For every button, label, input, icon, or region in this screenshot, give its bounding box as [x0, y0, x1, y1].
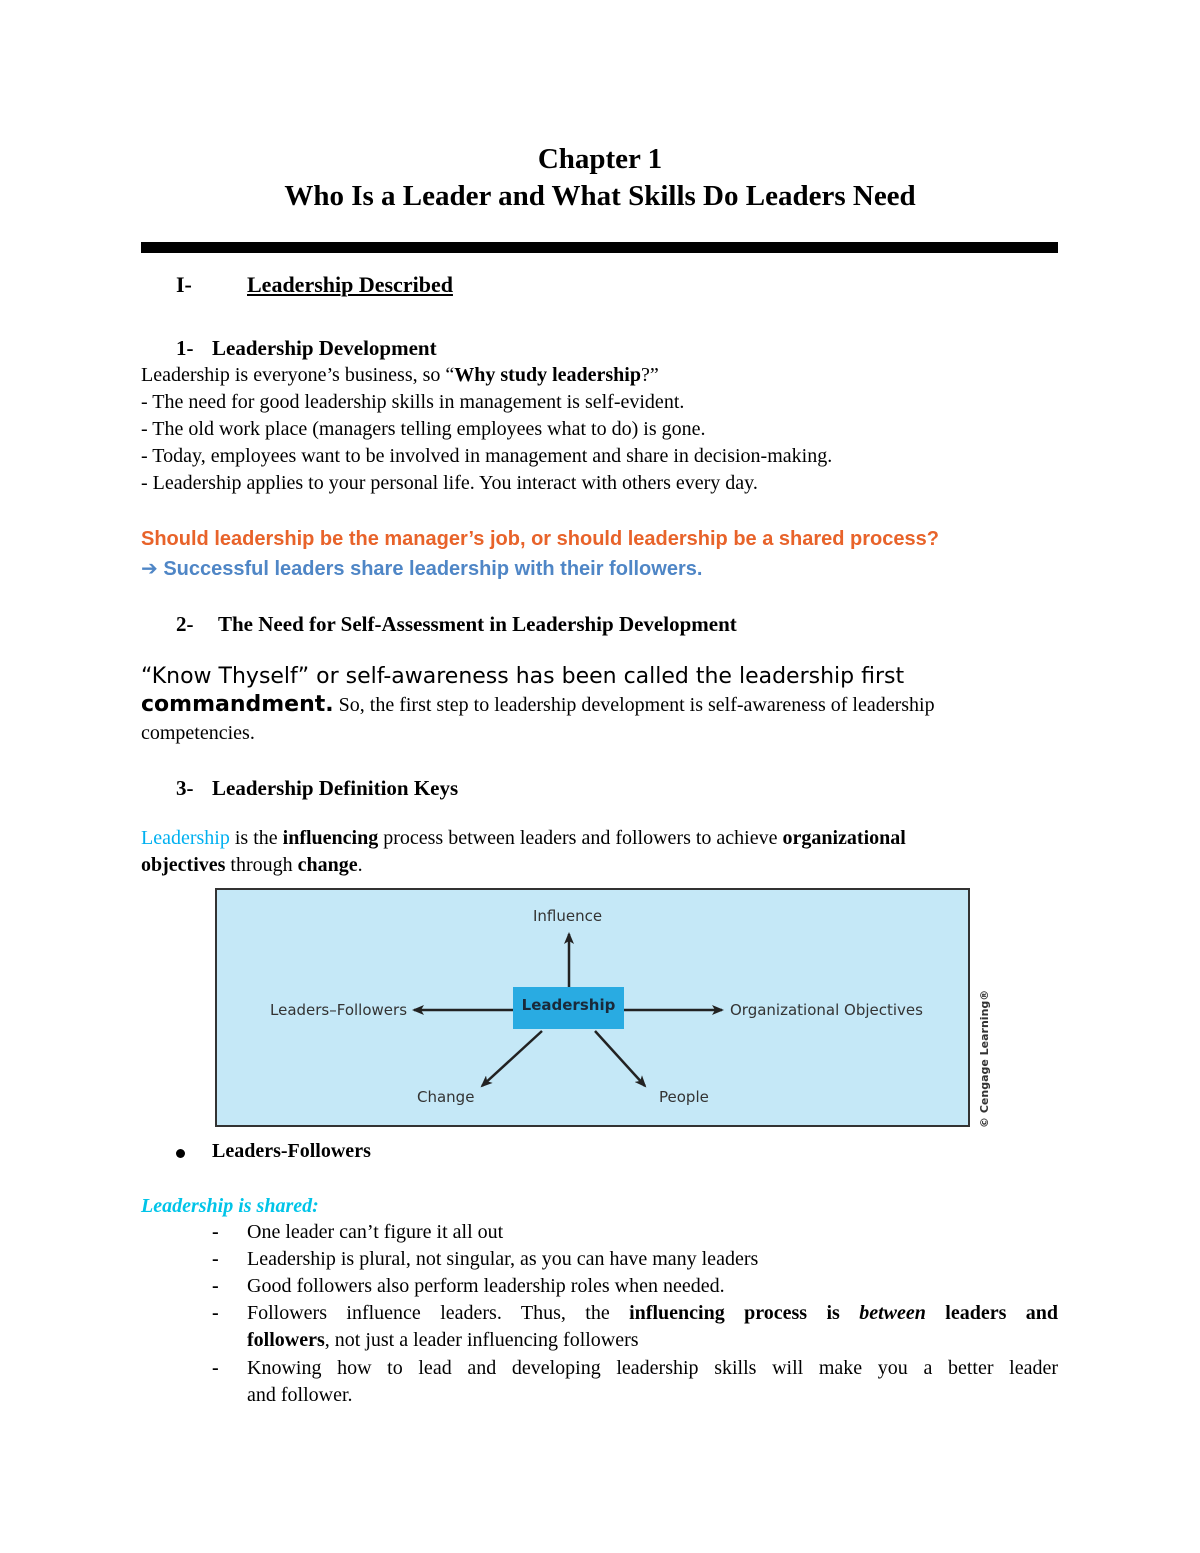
- dash-marker: -: [212, 1357, 219, 1379]
- definition-text: is the: [229, 827, 283, 849]
- definition-line-1: [141, 827, 906, 850]
- arrow-down-left-icon: [482, 1031, 542, 1086]
- page-title: Who Is a Leader and What Skills Do Leaders Need: [284, 180, 916, 212]
- subsection-2-number: 2-: [176, 612, 194, 636]
- list-item: Knowing how to lead and developing leadership skills will make you a better leader: [247, 1357, 1058, 1379]
- answer-text: Successful leaders share leadership with their followers.: [163, 558, 703, 580]
- diagram-objectives-label: Organizational Objectives: [730, 1001, 923, 1019]
- item-bold: leaders and: [925, 1302, 1059, 1324]
- item-text: , not just a leader influencing followers: [324, 1329, 639, 1351]
- dash-marker: -: [212, 1302, 219, 1324]
- definition-change: change: [297, 854, 358, 876]
- competencies-line: competencies.: [141, 722, 255, 744]
- subsection-1-heading: Leadership Development: [212, 336, 437, 360]
- intro-line: [141, 364, 659, 387]
- definition-term: Leadership: [141, 827, 230, 849]
- intro-post: ?”: [640, 364, 659, 386]
- item-bold: followers: [247, 1329, 325, 1351]
- definition-text: .: [357, 854, 363, 876]
- bullet-icon: [176, 1149, 185, 1158]
- quote-line-2: [141, 692, 935, 717]
- subsection-3-heading: Leadership Definition Keys: [212, 776, 459, 800]
- list-item: - The old work place (managers telling employees what to do) is gone.: [141, 418, 706, 440]
- definition-line-2: [141, 854, 363, 877]
- subsection-3-number: 3-: [176, 776, 194, 800]
- definition-organizational: organizational: [782, 827, 906, 849]
- shared-heading: Leadership is shared:: [141, 1195, 319, 1217]
- item-bold: influencing process is: [629, 1302, 860, 1324]
- intro-bold: Why study leadership: [454, 364, 641, 386]
- leaders-followers-label: Leaders-Followers: [212, 1140, 371, 1162]
- diagram-center-label: Leadership: [521, 996, 616, 1014]
- discussion-answer: [141, 556, 702, 581]
- definition-influencing: influencing: [282, 827, 379, 849]
- dash-marker: -: [212, 1248, 219, 1270]
- intro-pre: Leadership is everyone’s business, so “: [141, 364, 455, 386]
- definition-text: through: [225, 854, 298, 876]
- quote-line-1: “Know Thyself” or self-awareness has been called the leadership first: [141, 664, 905, 689]
- title-divider: [141, 242, 1058, 253]
- discussion-question: Should leadership be the manager’s job, or should leadership be a shared process?: [141, 528, 939, 550]
- list-item: - Leadership applies to your personal life. You interact with others every day.: [141, 472, 758, 494]
- list-item-continuation: and follower.: [247, 1384, 353, 1406]
- diagram-influence-label: Influence: [533, 907, 603, 925]
- dash-marker: -: [212, 1221, 219, 1243]
- list-item: - Today, employees want to be involved in management and share in decision-making.: [141, 445, 833, 467]
- chapter-label: Chapter 1: [537, 143, 663, 175]
- section-numeral: I-: [176, 272, 192, 297]
- commandment-word: commandment.: [141, 692, 334, 717]
- definition-objectives: objectives: [141, 854, 226, 876]
- item-bold-italic: between: [859, 1302, 926, 1324]
- diagram-leaders-followers-label: Leaders–Followers: [270, 1001, 408, 1019]
- definition-text: process between leaders and followers to achieve: [378, 827, 783, 849]
- list-item: One leader can’t figure it all out: [247, 1221, 504, 1243]
- leadership-diagram: [215, 888, 970, 1127]
- copyright-credit: © Cengage Learning®: [978, 989, 991, 1128]
- item-text: Followers influence leaders. Thus, the: [247, 1302, 630, 1324]
- diagram-people-label: People: [659, 1088, 709, 1106]
- arrow-icon: ➔: [141, 558, 158, 580]
- self-awareness-text: So, the first step to leadership development is self-awareness of leadership: [333, 694, 935, 716]
- section-heading: Leadership Described: [247, 272, 453, 297]
- list-item: Good followers also perform leadership roles when needed.: [247, 1275, 725, 1297]
- diagram-change-label: Change: [417, 1088, 475, 1106]
- dash-marker: -: [212, 1275, 219, 1297]
- subsection-2-heading: The Need for Self-Assessment in Leadership Development: [218, 612, 737, 636]
- list-item-continuation: [247, 1329, 639, 1352]
- subsection-1-number: 1-: [176, 336, 194, 360]
- list-item: - The need for good leadership skills in management is self-evident.: [141, 391, 685, 413]
- arrow-down-right-icon: [595, 1031, 645, 1086]
- list-item: Leadership is plural, not singular, as you can have many leaders: [247, 1248, 759, 1270]
- list-item: [247, 1302, 1058, 1325]
